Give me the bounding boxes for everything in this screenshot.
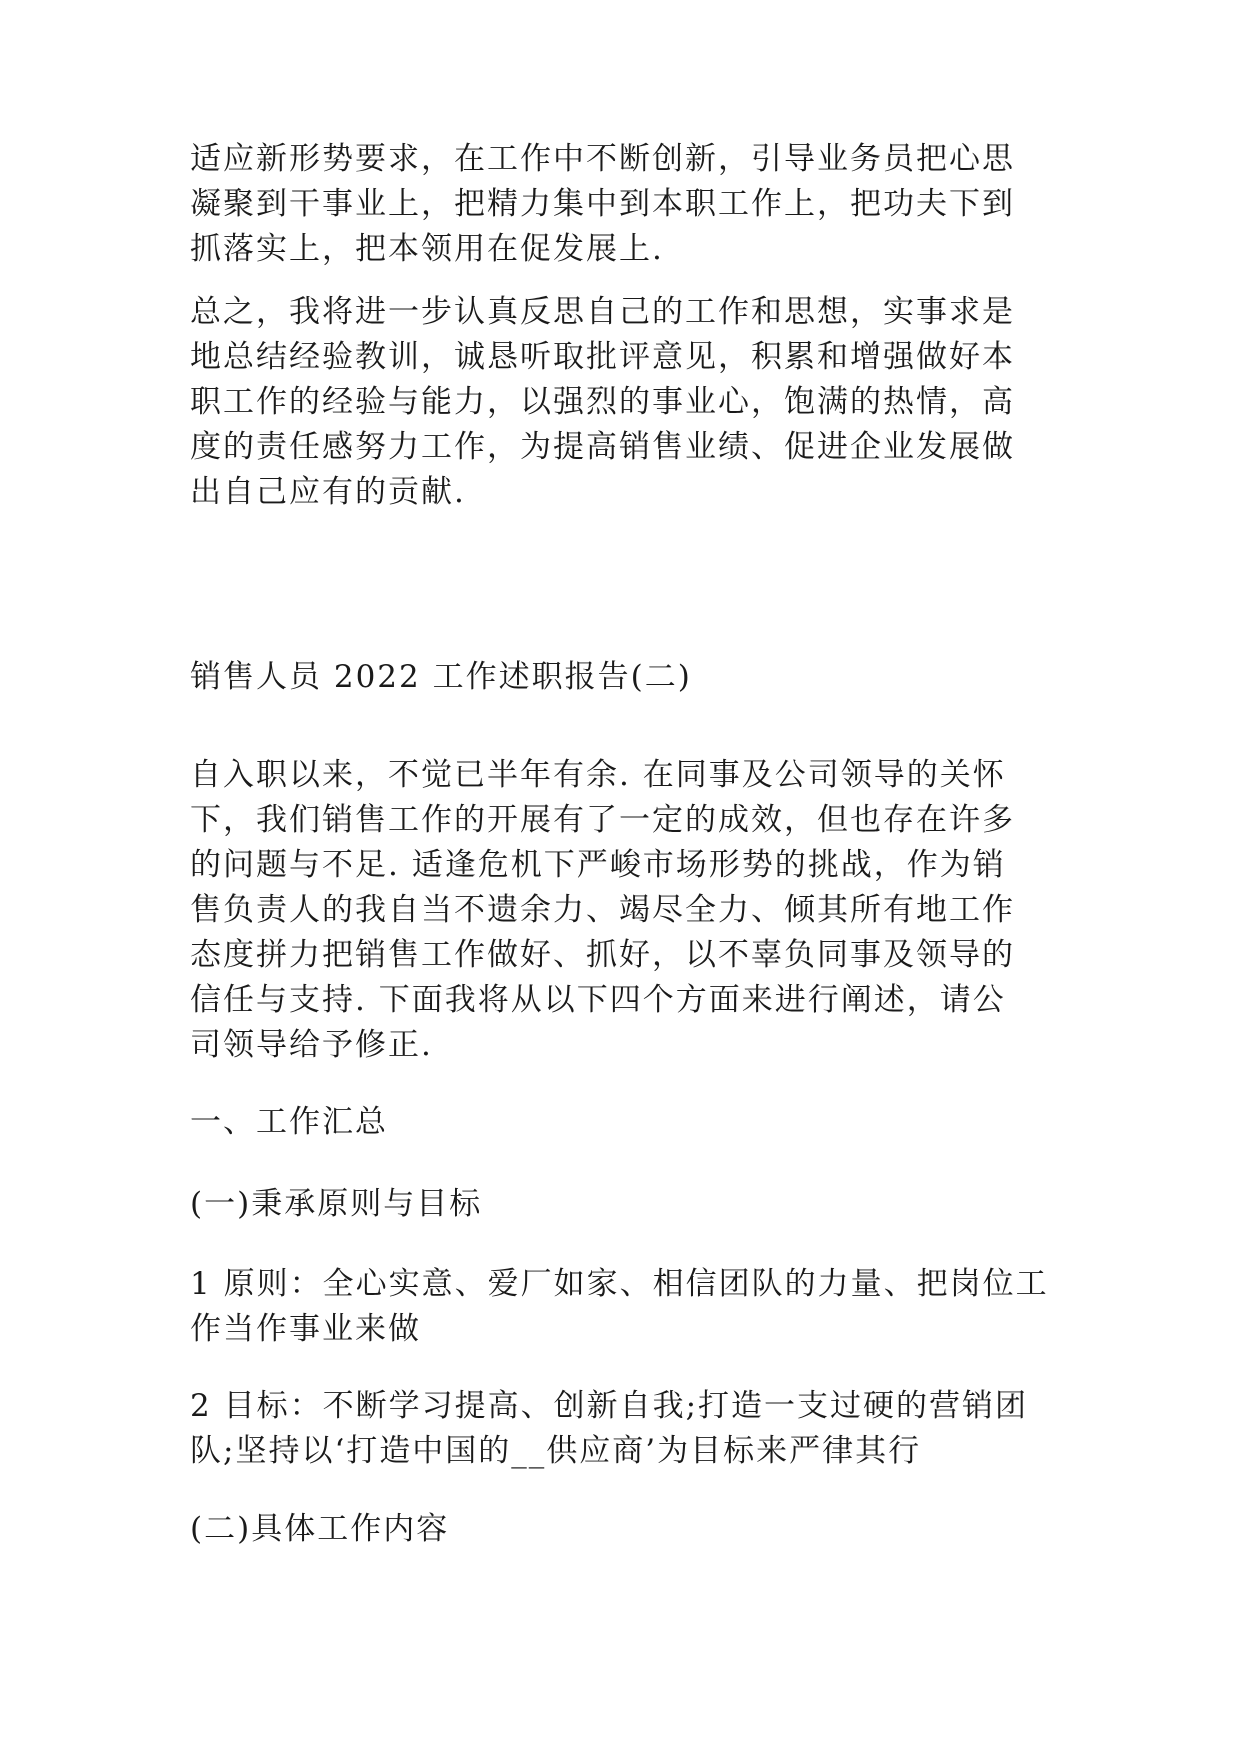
paragraph-conclusion — [190, 290, 1050, 515]
text-line: 下，我们销售工作的开展有了一定的成效，但也存在许多 — [190, 802, 1015, 838]
text-line: 队;坚持以‘打造中国的__供应商’为目标来严律其行 — [190, 1433, 922, 1469]
text-line: 度的责任感努力工作，为提高销售业绩、促进企业发展做 — [190, 429, 1015, 465]
text-line: 售负责人的我自当不遗余力、竭尽全力、倾其所有地工作 — [190, 892, 1015, 928]
text-line: 职工作的经验与能力，以强烈的事业心，饱满的热情，高 — [190, 384, 1015, 420]
heading-work-summary: 一、工作汇总 — [190, 1104, 388, 1140]
text-line: 的问题与不足. 适逢危机下严峻市场形势的挑战，作为销 — [190, 847, 1006, 883]
text-line: 抓落实上，把本领用在促发展上. — [190, 231, 664, 267]
text-line: 出自己应有的贡献. — [190, 474, 466, 510]
text-line: 总之，我将进一步认真反思自己的工作和思想，实事求是 — [190, 294, 1015, 330]
text-line: 作当作事业来做 — [190, 1311, 421, 1347]
text-line: 司领导给予修正. — [190, 1027, 433, 1063]
paragraph-intro — [190, 753, 1050, 1068]
paragraph-goal — [190, 1384, 1050, 1474]
section-title: 销售人员 2022 工作述职报告(二) — [190, 659, 692, 695]
text-line: 信任与支持. 下面我将从以下四个方面来进行阐述，请公 — [190, 982, 1006, 1018]
heading-principles-goals: (一)秉承原则与目标 — [190, 1186, 483, 1222]
text-line: 地总结经验教训，诚恳听取批评意见，积累和增强做好本 — [190, 339, 1015, 375]
paragraph-principle — [190, 1262, 1050, 1352]
text-line: 适应新形势要求，在工作中不断创新，引导业务员把心思 — [190, 141, 1015, 177]
text-line: 2 目标：不断学习提高、创新自我;打造一支过硬的营销团 — [190, 1388, 1029, 1424]
text-line: 态度拼力把销售工作做好、抓好，以不辜负同事及领导的 — [190, 937, 1015, 973]
paragraph-continuation — [190, 137, 1050, 272]
heading-specific-work: (二)具体工作内容 — [190, 1511, 450, 1547]
text-line: 凝聚到干事业上，把精力集中到本职工作上，把功夫下到 — [190, 186, 1015, 222]
text-line: 自入职以来，不觉已半年有余. 在同事及公司领导的关怀 — [190, 757, 1006, 793]
text-line: 1 原则：全心实意、爱厂如家、相信团队的力量、把岗位工 — [190, 1266, 1049, 1302]
